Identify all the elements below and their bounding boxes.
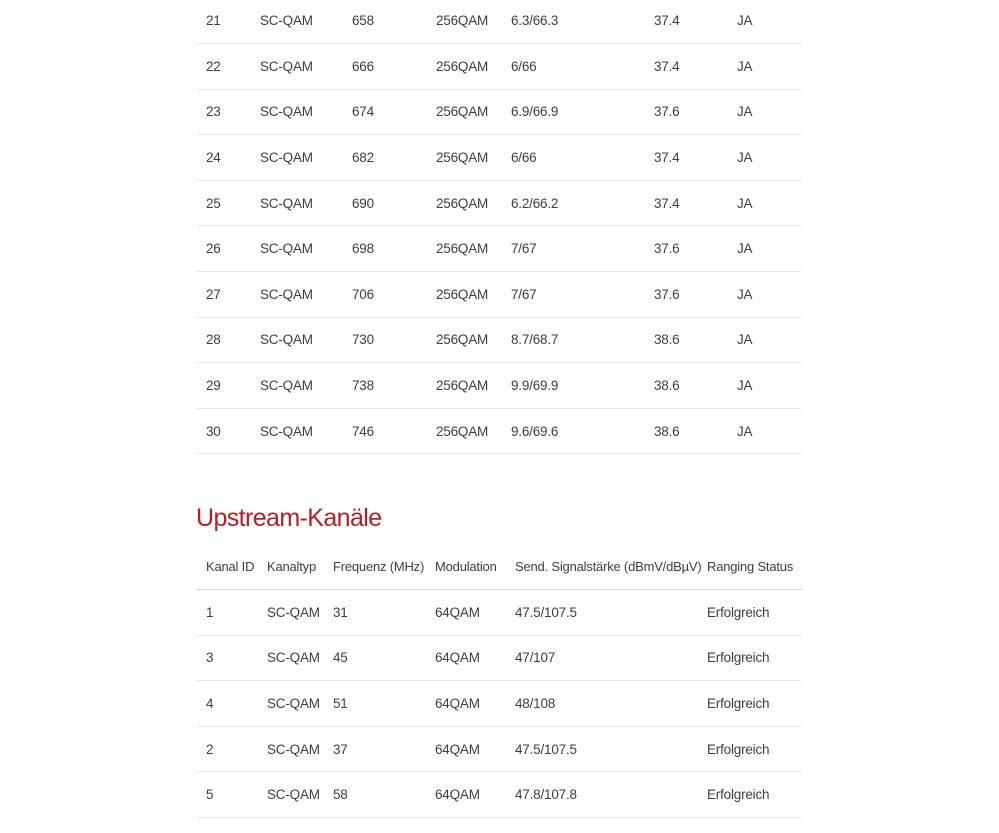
table-cell-signalstaerke: 47.8/107.8 (515, 787, 577, 803)
table-cell-kanaltyp: SC-QAM (260, 286, 313, 302)
table-cell-modulation: 256QAM (436, 58, 489, 74)
table-row (196, 272, 802, 318)
table-cell-kanaltyp: SC-QAM (260, 378, 313, 394)
table-cell-frequenz: 37 (333, 741, 348, 757)
table-cell-signalstaerke: 7/67 (511, 286, 537, 302)
column-header-modulation: Modulation (435, 559, 497, 575)
table-cell-kanal-id: 28 (206, 332, 221, 348)
table-cell-kanal-id: 4 (206, 695, 214, 711)
table-cell-frequenz: 682 (352, 150, 374, 166)
table-cell-modulation: 256QAM (436, 378, 489, 394)
table-cell-snr: 38.6 (654, 423, 680, 439)
table-cell-gelockt: JA (737, 241, 753, 257)
table-cell-modulation: 256QAM (436, 332, 489, 348)
table-row (196, 636, 802, 682)
column-header-frequenz: Frequenz (MHz) (333, 559, 425, 575)
table-cell-kanal-id: 2 (206, 741, 214, 757)
table-row (196, 135, 802, 181)
upstream-table-header-row (196, 545, 802, 591)
table-row (196, 44, 802, 90)
upstream-section-title: Upstream-Kanäle (196, 504, 382, 532)
table-cell-frequenz: 51 (333, 695, 348, 711)
downstream-table-body (196, 0, 802, 454)
table-cell-snr: 37.6 (654, 286, 680, 302)
table-cell-signalstaerke: 6.3/66.3 (511, 13, 559, 29)
table-cell-gelockt: JA (737, 286, 753, 302)
upstream-channels-table (196, 545, 802, 818)
table-cell-signalstaerke: 47/107 (515, 650, 556, 666)
table-cell-kanaltyp: SC-QAM (260, 241, 313, 257)
table-cell-signalstaerke: 6/66 (511, 150, 537, 166)
table-cell-gelockt: JA (737, 423, 753, 439)
column-header-ranging-status: Ranging Status (707, 559, 794, 575)
table-cell-kanaltyp: SC-QAM (260, 195, 313, 211)
table-cell-snr: 37.6 (654, 104, 680, 120)
table-cell-kanal-id: 22 (206, 58, 221, 74)
table-cell-kanal-id: 3 (206, 650, 214, 666)
table-cell-frequenz: 31 (333, 604, 348, 620)
table-cell-gelockt: JA (737, 13, 753, 29)
table-row (196, 590, 802, 636)
table-cell-frequenz: 674 (352, 104, 374, 120)
table-cell-modulation: 256QAM (436, 195, 489, 211)
table-cell-kanal-id: 27 (206, 286, 221, 302)
table-cell-kanaltyp: SC-QAM (260, 58, 313, 74)
table-cell-ranging-status: Erfolgreich (707, 695, 770, 711)
table-cell-kanal-id: 30 (206, 423, 221, 439)
table-cell-signalstaerke: 7/67 (511, 241, 537, 257)
table-cell-gelockt: JA (737, 195, 753, 211)
table-cell-modulation: 256QAM (436, 13, 489, 29)
table-cell-ranging-status: Erfolgreich (707, 787, 770, 803)
table-cell-kanaltyp: SC-QAM (267, 695, 320, 711)
table-row (196, 90, 802, 136)
table-cell-kanaltyp: SC-QAM (260, 332, 313, 348)
table-cell-gelockt: JA (737, 104, 753, 120)
table-cell-signalstaerke: 9.6/69.6 (511, 423, 559, 439)
column-header-kanal-id: Kanal ID (206, 559, 255, 575)
table-row (196, 409, 802, 455)
table-cell-modulation: 256QAM (436, 423, 489, 439)
table-cell-gelockt: JA (737, 58, 753, 74)
table-cell-ranging-status: Erfolgreich (707, 604, 770, 620)
table-cell-kanal-id: 29 (206, 378, 221, 394)
table-cell-modulation: 256QAM (436, 286, 489, 302)
table-cell-kanal-id: 23 (206, 104, 221, 120)
table-cell-frequenz: 746 (352, 423, 374, 439)
table-cell-frequenz: 58 (333, 787, 348, 803)
table-cell-kanal-id: 25 (206, 195, 221, 211)
column-header-kanaltyp: Kanaltyp (267, 559, 316, 575)
table-cell-frequenz: 658 (352, 13, 374, 29)
table-row (196, 727, 802, 773)
table-cell-gelockt: JA (737, 378, 753, 394)
table-cell-modulation: 256QAM (436, 241, 489, 257)
table-cell-gelockt: JA (737, 150, 753, 166)
upstream-table-body (196, 590, 802, 818)
table-cell-kanaltyp: SC-QAM (267, 787, 320, 803)
table-cell-kanaltyp: SC-QAM (260, 104, 313, 120)
table-cell-snr: 37.4 (654, 150, 680, 166)
table-cell-frequenz: 45 (333, 650, 348, 666)
table-cell-kanaltyp: SC-QAM (267, 741, 320, 757)
table-cell-modulation: 64QAM (435, 695, 480, 711)
table-cell-kanaltyp: SC-QAM (260, 13, 313, 29)
table-row (196, 363, 802, 409)
table-cell-modulation: 256QAM (436, 104, 489, 120)
table-cell-frequenz: 698 (352, 241, 374, 257)
table-row (196, 0, 802, 44)
table-cell-kanal-id: 26 (206, 241, 221, 257)
table-cell-frequenz: 738 (352, 378, 374, 394)
table-cell-kanaltyp: SC-QAM (267, 604, 320, 620)
table-cell-ranging-status: Erfolgreich (707, 650, 770, 666)
table-cell-ranging-status: Erfolgreich (707, 741, 770, 757)
table-cell-frequenz: 690 (352, 195, 374, 211)
table-row (196, 681, 802, 727)
table-row (196, 772, 802, 818)
downstream-channels-table (196, 0, 802, 454)
table-row (196, 318, 802, 364)
table-cell-snr: 37.4 (654, 13, 680, 29)
table-cell-kanal-id: 5 (206, 787, 214, 803)
table-cell-gelockt: JA (737, 332, 753, 348)
table-cell-snr: 37.6 (654, 241, 680, 257)
table-cell-modulation: 64QAM (435, 787, 480, 803)
table-cell-signalstaerke: 6.2/66.2 (511, 195, 559, 211)
table-cell-kanal-id: 1 (206, 604, 214, 620)
table-cell-signalstaerke: 6/66 (511, 58, 537, 74)
table-cell-kanal-id: 21 (206, 13, 221, 29)
table-cell-snr: 37.4 (654, 195, 680, 211)
table-cell-frequenz: 666 (352, 58, 374, 74)
table-cell-modulation: 64QAM (435, 604, 480, 620)
table-cell-signalstaerke: 6.9/66.9 (511, 104, 559, 120)
table-cell-kanal-id: 24 (206, 150, 221, 166)
table-cell-frequenz: 730 (352, 332, 374, 348)
table-cell-modulation: 64QAM (435, 741, 480, 757)
table-cell-signalstaerke: 48/108 (515, 695, 556, 711)
table-cell-signalstaerke: 47.5/107.5 (515, 604, 577, 620)
table-cell-snr: 38.6 (654, 378, 680, 394)
table-cell-snr: 38.6 (654, 332, 680, 348)
table-cell-snr: 37.4 (654, 58, 680, 74)
table-row (196, 181, 802, 227)
table-cell-kanaltyp: SC-QAM (267, 650, 320, 666)
table-row (196, 226, 802, 272)
table-cell-modulation: 64QAM (435, 650, 480, 666)
table-cell-modulation: 256QAM (436, 150, 489, 166)
table-cell-kanaltyp: SC-QAM (260, 423, 313, 439)
table-cell-frequenz: 706 (352, 286, 374, 302)
table-cell-kanaltyp: SC-QAM (260, 150, 313, 166)
table-cell-signalstaerke: 8.7/68.7 (511, 332, 559, 348)
table-cell-signalstaerke: 9.9/69.9 (511, 378, 559, 394)
column-header-signalstaerke: Send. Signalstärke (dBmV/dBµV) (515, 559, 702, 575)
table-cell-signalstaerke: 47.5/107.5 (515, 741, 577, 757)
